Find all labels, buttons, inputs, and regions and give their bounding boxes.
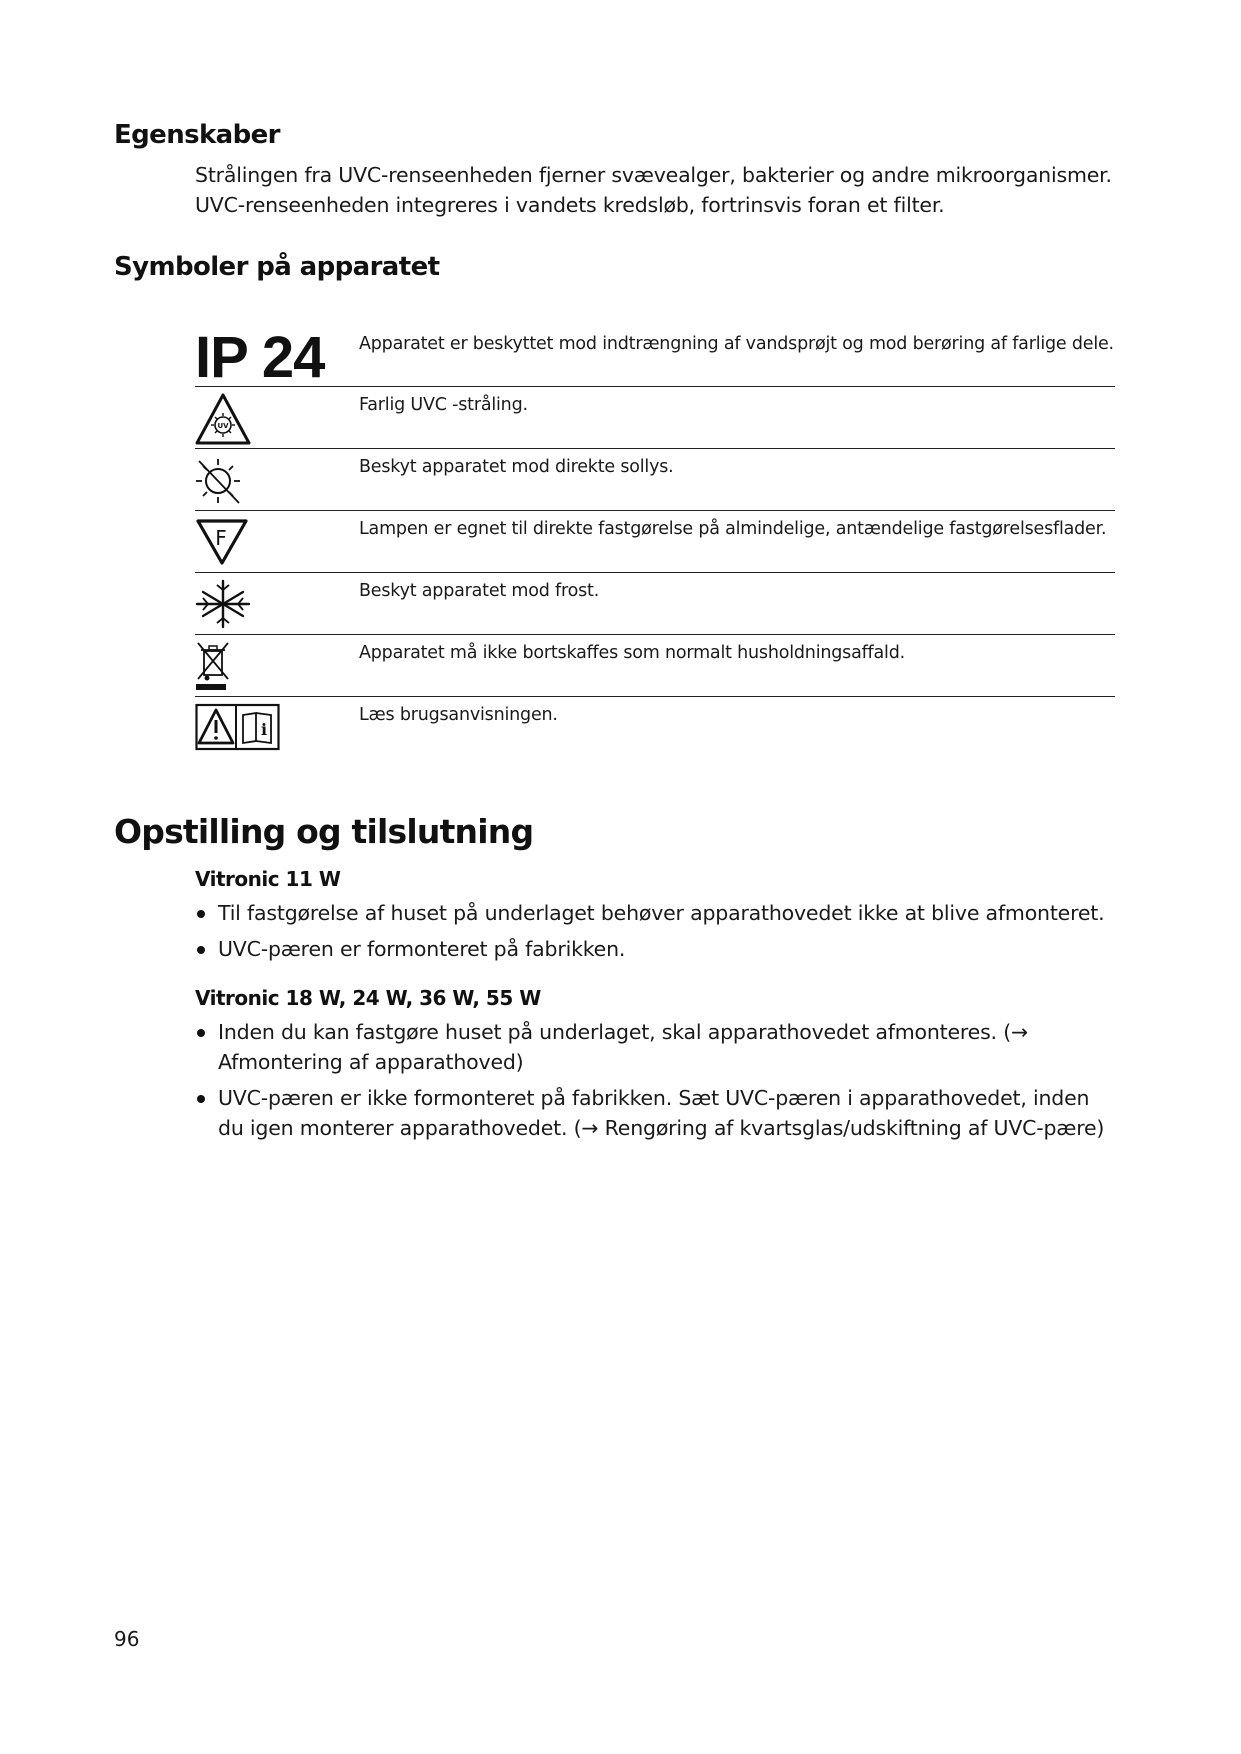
no-direct-sunlight-icon — [195, 453, 325, 511]
symbol-description: Beskyt apparatet mod direkte sollys. — [359, 457, 674, 477]
symbols-table — [195, 326, 1115, 758]
subsection-title: Vitronic 18 W, 24 W, 36 W, 55 W — [195, 986, 541, 1010]
symbol-row — [195, 325, 1115, 390]
f-icon-text: F — [215, 526, 227, 550]
info-icon-text: i — [260, 720, 268, 739]
egenskaber-paragraph: Strålingen fra UVC-renseenheden fjerner svævealger, bakterier og andre mikroorganismer. UVC-renseenheden integreres i vandets kredsløb, fortrinsvis foran et filter. — [195, 163, 1112, 217]
symbol-description: Beskyt apparatet mod frost. — [359, 581, 600, 601]
page-number: 96 — [114, 1627, 140, 1651]
subsection-title: Vitronic 11 W — [195, 867, 341, 891]
bullet-list — [195, 898, 1115, 970]
read-manual-icon — [195, 701, 325, 759]
symbol-row — [195, 635, 1115, 697]
list-item: Til fastgørelse af huset på underlaget behøver apparathovedet ikke at blive afmonteret. — [195, 898, 1115, 928]
weee-crossed-bin-icon — [195, 639, 325, 697]
symbol-description: Apparatet er beskyttet mod indtrængning af vandsprøjt og mod berøring af farlige dele. — [359, 334, 1114, 354]
bullet-list — [195, 1017, 1115, 1149]
symbol-row — [195, 387, 1115, 449]
ip24-text: IP 24 — [195, 325, 325, 390]
symbol-row — [195, 697, 1115, 758]
section-title-symboler: Symboler på apparatet — [114, 252, 440, 282]
ip24-label — [195, 325, 325, 390]
list-item: UVC-pæren er ikke formonteret på fabrikken. Sæt UVC-pæren i apparathovedet, inden du igen monterer apparathovedet. (→ Rengøring af kvartsglas/udskiftning af UVC-pære) — [195, 1083, 1115, 1143]
symbol-description: Lampen er egnet til direkte fastgørelse på almindelige, antændelige fastgørelsesflader. — [359, 519, 1107, 539]
frost-protection-icon — [195, 577, 325, 635]
symbol-description: Læs brugsanvisningen. — [359, 705, 558, 725]
f-mounting-surface-icon — [195, 515, 325, 573]
symbol-row — [195, 573, 1115, 635]
uv-icon-text: UV — [217, 422, 229, 430]
symbol-row — [195, 449, 1115, 511]
symbol-row — [195, 511, 1115, 573]
list-item: UVC-pæren er formonteret på fabrikken. — [195, 934, 1115, 964]
symbol-description: Apparatet må ikke bortskaffes som normalt husholdningsaffald. — [359, 643, 905, 663]
section-title-egenskaber: Egenskaber — [114, 120, 280, 150]
section-title-opstilling: Opstilling og tilslutning — [114, 812, 534, 851]
symbol-description: Farlig UVC -stråling. — [359, 395, 528, 415]
uv-radiation-warning-icon — [195, 391, 325, 449]
list-item: Inden du kan fastgøre huset på underlaget, skal apparathovedet afmonteres. (→ Afmontering af apparathoved) — [195, 1017, 1115, 1077]
